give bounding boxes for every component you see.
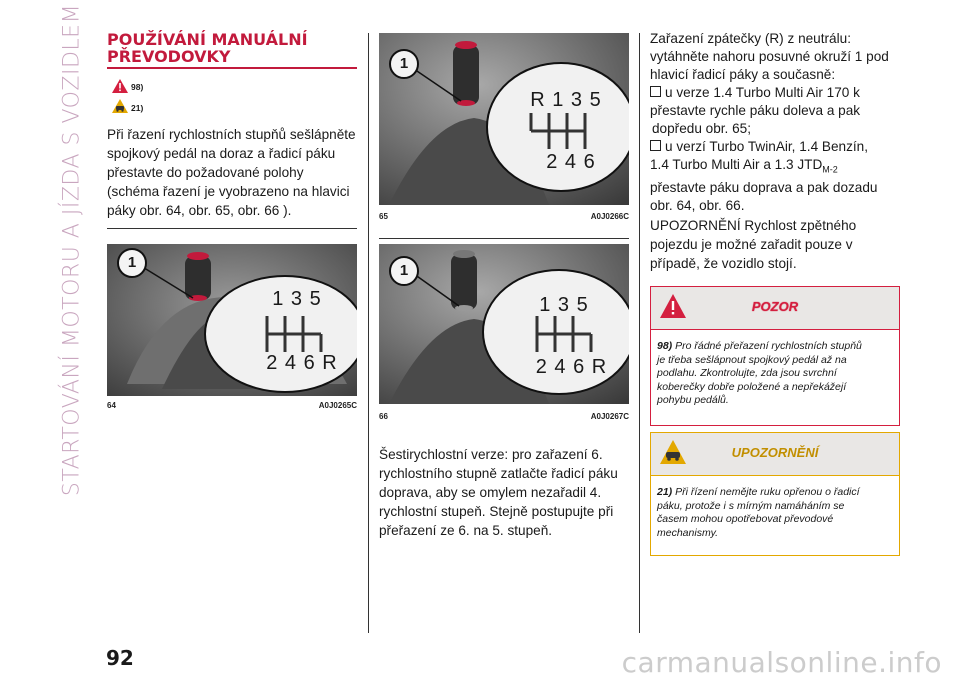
shift-pattern-top: R 1 3 5 — [530, 89, 602, 111]
checkbox-bullet-icon — [650, 86, 661, 97]
pozor-label: POZOR — [751, 299, 799, 314]
pozor-ref: 98) — [657, 340, 673, 352]
danger-triangle-icon — [111, 78, 129, 94]
figure-66 — [379, 244, 629, 404]
upozorneni-box: UPOZORNĚNÍ 21) Při řízení nemějte ruku opřenou o řadicí páku, protože i s mírným namáháním se časem mohou opotřebovat převodové mechanismy. — [650, 432, 900, 556]
checkbox-bullet-icon — [650, 140, 661, 151]
column-divider — [368, 33, 369, 633]
callout-marker: 1 — [389, 256, 419, 286]
figure-number: 65 — [379, 212, 388, 221]
figure-code: A0J0267C — [590, 412, 629, 421]
figure-code: A0J0266C — [590, 212, 629, 221]
reverse-note: UPOZORNĚNÍ Rychlost zpětného pojezdu je možné zařadit pouze v případě, že vozidlo stojí. — [650, 218, 857, 271]
heading-rule — [107, 67, 357, 69]
shift-pattern-top: 1 3 5 — [539, 294, 589, 316]
ref-98: 98) — [131, 82, 144, 92]
fig66-top-rule — [379, 238, 629, 239]
figure-number: 66 — [379, 412, 388, 421]
callout-marker: 1 — [117, 248, 147, 278]
six-speed-paragraph: Šestirychlostní verze: pro zařazení 6. rychlostního stupně zatlačte řadicí páku doprava, aby se omylem nezařadil 4. rychlostní stupeň. Stejně postupujte při přeřazení ze 6. na 5. stupeň. — [379, 447, 618, 538]
page-number: 92 — [106, 646, 134, 670]
shift-pattern-bottom: 2 4 6 — [546, 151, 596, 173]
watermark-text: carmanualsonline.info — [621, 646, 942, 679]
fig64-top-rule — [107, 228, 357, 229]
pozor-box: POZOR 98) Pro řádné přeřazení rychlostních stupňů je třeba sešlápnout spojkový pedál až na podlahu. Zkontrolujte, zda jsou svrchní koberečky dobře položené a nepřekážejí pohybu pedálů. — [650, 286, 900, 426]
figure-code: A0J0265C — [318, 401, 357, 410]
column-divider — [639, 33, 640, 633]
reference-icons — [107, 78, 167, 118]
upozorneni-label: UPOZORNĚNÍ — [731, 445, 819, 460]
callout-marker: 1 — [389, 49, 419, 79]
bullet-item: u verze 1.4 Turbo Multi Air 170 k — [650, 84, 905, 102]
shift-pattern-bottom: 2 4 6 R — [535, 356, 608, 378]
shift-pattern-top: 1 3 5 — [272, 288, 322, 310]
section-heading: POUŽÍVÁNÍ MANUÁLNÍ PŘEVODOVKY — [107, 30, 308, 66]
side-chapter-title: STARTOVÁNÍ MOTORU A JÍZDA S VOZIDLEM — [59, 3, 85, 497]
bullet-item: u verzí Turbo TwinAir, 1.4 Benzín, — [650, 138, 905, 156]
figure-number: 64 — [107, 401, 116, 410]
ref-21: 21) — [131, 103, 144, 113]
figure-65 — [379, 33, 629, 205]
figure-64 — [107, 244, 357, 396]
reverse-gear-paragraph: Zařazení zpátečky (R) z neutrálu: vytáhněte nahoru posuvné okruží 1 pod hlavicí řadicí páky a současně: u verze 1.4 Turbo Multi Air 170 k přestavte rychle páku doleva a pak dopředu obr. 65; u verzí Turbo TwinAir, 1.4 Benzín, 1.4 Turbo Multi Air a 1.3 $JTD_{M-2}$ přestavte páku doprava a pak dozadu obr. 64, obr. 66. — [650, 30, 905, 215]
car-warning-icon — [111, 98, 129, 114]
upozorneni-ref: 21) — [657, 486, 673, 498]
intro-paragraph: Při řazení rychlostních stupňů sešlápněte spojkový pedál na doraz a řadicí páku přestavte do požadované polohy (schéma řazení je vyobrazeno na hlavici páky obr. 64, obr. 65, obr. 66 ). — [107, 127, 356, 218]
shift-pattern-bottom: 2 4 6 R — [266, 352, 338, 374]
